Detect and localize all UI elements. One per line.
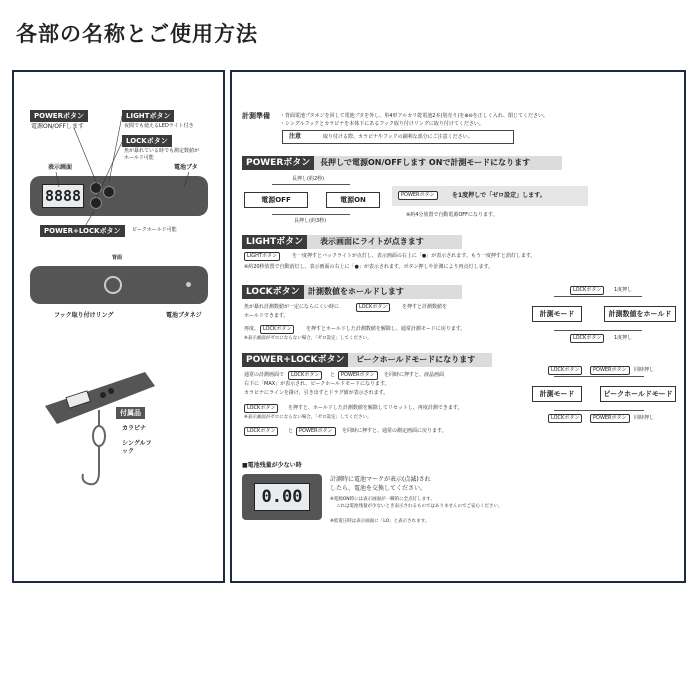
peak-flow-lock-bottom: LOCKボタン <box>548 414 582 423</box>
lock-button-tag-2: LOCKボタン <box>260 325 294 334</box>
lock-section-text: 計測数値をホールドします <box>308 287 404 296</box>
battery-note3: ※低電圧時は表示画面に「LO」と表示されます。 <box>330 519 430 524</box>
usage-panel <box>230 70 686 583</box>
peak-line3: カラビナにラインを掛け、引き出すとドラグ値が表示されます。 <box>244 390 389 396</box>
lcd-display: 8888 <box>42 184 84 208</box>
battery-screw-label: 電池ブタネジ <box>166 312 202 319</box>
power-lock-label: POWER+LOCKボタン <box>40 225 125 237</box>
lock-section-head: LOCKボタン <box>242 285 304 299</box>
peak-and: と <box>330 372 336 378</box>
measure-prep-label: 計測準備 <box>242 112 270 120</box>
peak-section-text: ピークホールドモードになります <box>356 355 476 364</box>
lock-line3a: 再度、 <box>244 326 260 332</box>
peak-section-head: POWER+LOCKボタン <box>242 353 348 367</box>
accessories-label: 付属品 <box>116 407 145 419</box>
hook-ring-label: フック取り付けリング <box>54 312 114 319</box>
lock-flow-bottom: 1度押し <box>614 335 633 341</box>
power-button-desc: 電源ON/OFFします <box>31 123 84 130</box>
power-lock-desc: ピークホールド可能 <box>132 227 177 233</box>
lock-flow-tag-bottom: LOCKボタン <box>570 334 604 343</box>
carabiner-label: カラビナ <box>122 425 147 432</box>
lock-button-tag: LOCKボタン <box>356 303 390 312</box>
caution-label: 注意 <box>289 133 302 140</box>
lock-flow-left: 計測モード <box>532 306 582 322</box>
power-button-tag: POWERボタン <box>398 191 438 200</box>
peak-lock-tag-3: LOCKボタン <box>244 427 278 436</box>
lock-line1a: 魚が暴れ計測数値が一定にならにくい時に <box>244 304 340 310</box>
power-flow-bottom-line <box>272 214 350 215</box>
power-flow-top-line <box>272 184 350 185</box>
battery-note1: ※電源ON時には表示画面が一瞬的に全点灯します。 <box>330 497 435 502</box>
battery-line2: したら、電池を交換してください。 <box>330 485 427 492</box>
peak-flow-left: 計測モード <box>532 386 582 402</box>
power-long3: 長押し(約3秒) <box>294 218 327 224</box>
battery-line1: 計測時に電池マークが表示(点滅)され <box>330 476 431 483</box>
light-section-text: 表示画面にライトが点きます <box>320 237 424 246</box>
power-button-label: POWERボタン <box>30 110 88 122</box>
page-title: 各部の名称とご使用方法 <box>16 22 258 46</box>
peak-power-tag-2: POWERボタン <box>296 427 336 436</box>
lock-button-label: LOCKボタン <box>122 135 172 147</box>
peak-flow-right: ピークホールドモード <box>600 386 676 402</box>
scale-with-hook <box>39 364 219 514</box>
measure-prep-1: ・背面電池ブタネジを回して電池ブタを外し、単4形アルカリ乾電池2本(別売り)を⊕⊖を正しく入れ、閉じてください。 <box>280 113 549 119</box>
light-button-desc: 夜間でも使えるLEDライト付き <box>124 123 194 129</box>
power-section-text: 長押しで電源ON/OFFします ONで計測モードになります <box>320 158 531 167</box>
peak-line1b: を同時に押すと、液晶画面 <box>384 372 445 378</box>
peak-line5b: を同時に押すと、通常の測定画面に戻ります。 <box>342 428 447 434</box>
lock-note: ※表示画面がゼロにならない場合、「ゼロ設定」してください。 <box>244 336 372 341</box>
light-button-label: LIGHTボタン <box>122 110 174 122</box>
lock-button-desc-2: ホールド可能 <box>124 155 154 161</box>
measure-prep-2: ・シングルフックとカラビナを本体下にあるフック取り付けリングに取り付けてください。 <box>280 121 484 127</box>
lock-flow-top: 1度押し <box>614 287 633 293</box>
light-line2: ※約20秒放置で自動消灯し、表示画面の右上に「●」が表示されます。ボタン押しや計測により再点灯します。 <box>244 264 494 270</box>
peak-flow-top-line <box>554 376 644 377</box>
peak-lock-tag: LOCKボタン <box>288 371 322 380</box>
peak-flow-power-top: POWERボタン <box>590 366 630 375</box>
lock-button-desc-1: 魚が暴れている時でも測定数値が <box>124 148 200 154</box>
auto-off-note: ※約4分放置で自動電源OFFになります。 <box>406 212 498 218</box>
caution-box <box>282 130 514 144</box>
battery-section-head: ■電池残量が少ない時 <box>242 462 302 469</box>
battery-note2: これは電池残量が少ないとき表示されるものではありませんのでご安心ください。 <box>336 504 503 509</box>
lock-flow-right: 計測数値をホールド <box>604 306 676 322</box>
display-label: 表示画面 <box>48 164 73 171</box>
power-off-box: 電源OFF <box>244 192 308 208</box>
light-line1: を一度押すとバックライトが点灯し、表示画面の右上に「●」が表示されます。もう一度押すと消灯します。 <box>292 253 536 259</box>
scale-back <box>30 266 208 304</box>
peak-flow-bottom-line <box>554 410 644 411</box>
peak-line4b: を押すと、ホールドした計測数値を解除してリセットし、再度計測できます。 <box>288 405 463 411</box>
hook-ring <box>104 276 122 294</box>
battery-screw <box>186 282 191 287</box>
battery-lcd-display: 0.00 <box>254 483 310 511</box>
lock-flow-bottom-line <box>554 330 642 331</box>
peak-note: ※表示画面がゼロにならない場合、「ゼロ設定」してください。 <box>244 415 372 420</box>
power-on-box: 電源ON <box>326 192 380 208</box>
peak-line1a: 通常の計測画面で <box>244 372 285 378</box>
peak-and-2: と <box>288 428 294 434</box>
light-section-head: LIGHTボタン <box>242 235 307 249</box>
battery-lcd-device <box>242 474 322 520</box>
zero-setting-box <box>392 186 588 206</box>
lock-flow-tag-top: LOCKボタン <box>570 286 604 295</box>
parts-panel <box>12 70 225 583</box>
lock-flow-top-line <box>554 296 642 297</box>
zero-setting-text: を1度押しで「ゼロ設定」します。 <box>452 192 546 199</box>
caution-text: 取り付ける際、カラビナやフックの銅利な部分にご注意ください。 <box>323 134 473 140</box>
lock-line2: ホールドできます。 <box>244 313 289 319</box>
power-long2: 長押し(約2秒) <box>292 176 325 182</box>
peak-power-tag: POWERボタン <box>338 371 378 380</box>
light-button-tag: LIGHTボタン <box>244 252 280 261</box>
battery-cover-label: 電池ブタ <box>174 164 198 171</box>
lock-line3b: を押すとホールドした計測数値を解除し、通常計測モードに戻ります。 <box>306 326 466 332</box>
peak-flow-lock-top: LOCKボタン <box>548 366 582 375</box>
back-label: 背面 <box>112 255 123 261</box>
peak-lock-tag-2: LOCKボタン <box>244 404 278 413</box>
peak-flow-top: 同時押し <box>634 367 655 373</box>
power-section-head: POWERボタン <box>242 156 314 170</box>
single-hook-label: シングルフック <box>122 440 152 455</box>
peak-flow-power-bottom: POWERボタン <box>590 414 630 423</box>
lock-line1b: を押すと計測数値を <box>402 304 448 310</box>
peak-flow-bottom: 同時押し <box>634 415 655 421</box>
peak-line2: 右下に「MAX」が表示され、ピークホールドモードになります。 <box>244 381 390 387</box>
